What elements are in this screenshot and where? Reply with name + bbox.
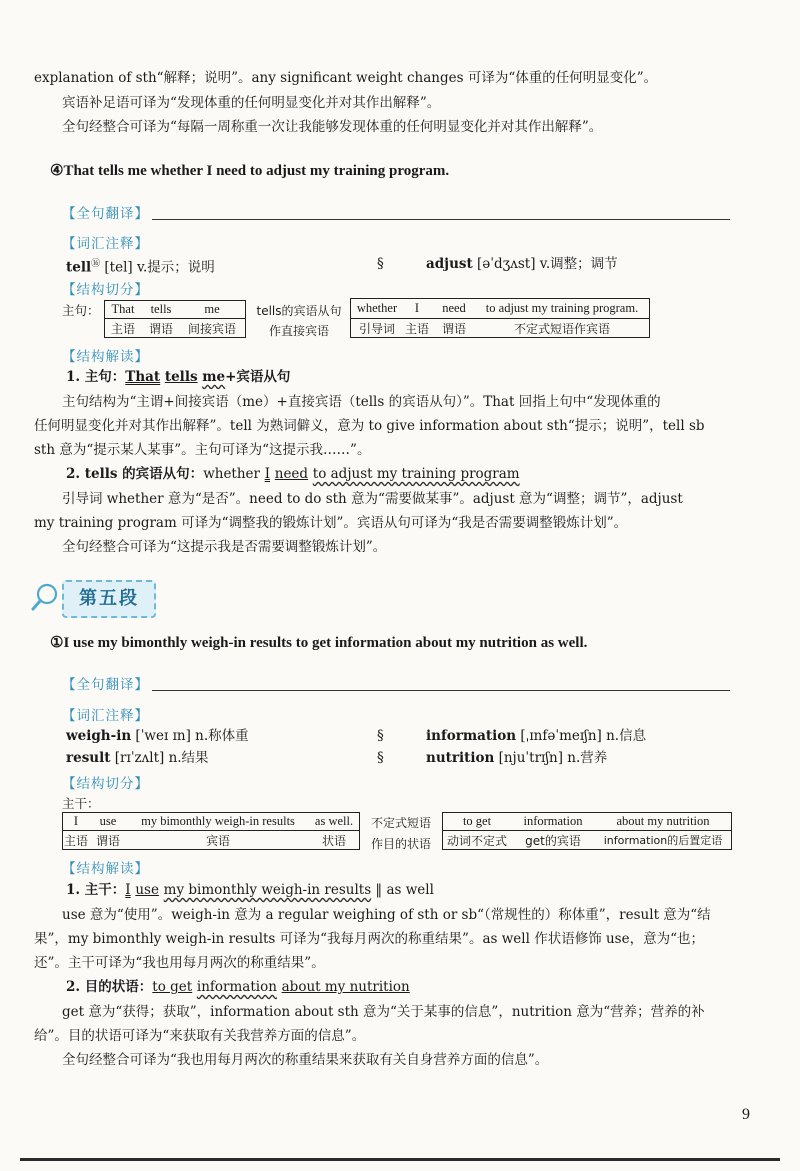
tag-full-translation-4: 【全句翻译】 (62, 206, 149, 222)
middle-label-top-4: tells的宾语从句 (256, 304, 342, 318)
vocab-frequency-badge: ⑯ (91, 259, 101, 269)
subject-that: That (125, 369, 161, 385)
vocab-word-weigh-in: weigh-in (66, 728, 132, 744)
box-row-divider (62, 830, 359, 831)
analysis-2-5-line-2: 给”。目的状语可译为“来获取有关我营养方面的信息”。 (34, 1028, 366, 1044)
tag-split-5: 【结构切分】 (62, 776, 149, 792)
analysis-1-line-3: sth 意为“提示某人某事”。主句可译为“这提示我……”。 (34, 442, 371, 458)
cell-use: use (99, 814, 117, 828)
vocab-result (66, 748, 209, 768)
top-line-3: 全句经整合可译为“每隔一周称重一次让我能够发现体重的任何明显变化并对其作出解释”。 (62, 119, 603, 135)
modifier-about: about my nutrition (281, 979, 410, 995)
top-line-1: explanation of sth“解释；说明”。any significant weight changes 可译为“体重的任何明显变化”。 (34, 70, 658, 86)
cell-me: me (204, 302, 220, 316)
tag-analysis-5: 【结构解读】 (62, 861, 149, 877)
vocab-weigh-in (66, 726, 249, 746)
analysis-heading-1-5 (66, 880, 434, 900)
analysis-heading-1-4 (66, 367, 290, 387)
heading-rest: +宾语从句 (225, 369, 291, 385)
heading-label: 2. tells 的宾语从句： (66, 466, 204, 482)
subject-I: I (264, 466, 271, 482)
cell-I: I (73, 814, 79, 828)
box-row-divider (104, 318, 245, 319)
connector-whether: whether (203, 466, 260, 482)
cell-results: my bimonthly weigh-in results (141, 814, 295, 828)
heading-rest: ‖ as well (371, 882, 434, 898)
cell-use-role: 谓语 (95, 834, 120, 848)
tag-split-4: 【结构切分】 (62, 282, 149, 298)
heading-label: 1. 主句： (66, 369, 126, 385)
vocab-def-tell: [tel] v.提示；说明 (100, 259, 215, 276)
analysis-heading-2-4 (66, 464, 520, 484)
analysis-1-line-2: 任何明显变化并对其作出解释”。tell 为熟词僻义，意为 to give information about sth“提示；说明”，tell sb (34, 418, 705, 434)
heading-label: 2. 目的状语： (66, 979, 153, 995)
cell-results-role: 宾语 (205, 834, 230, 848)
cell-as-well-role: 状语 (321, 834, 346, 848)
vocab-adjust (426, 254, 618, 274)
cell-about-nutrition: about my nutrition (616, 814, 710, 828)
cell-whether-role: 引导词 (358, 322, 395, 336)
analysis-2-5-line-1: get 意为“获得；获取”，information about sth 意为“关于某事的信息”，nutrition 意为“营养；营养的补 (62, 1004, 705, 1020)
box-row-divider (350, 318, 649, 319)
vocab-tell (66, 254, 215, 278)
box-row-divider (442, 830, 731, 831)
vocab-divider: § (377, 256, 384, 272)
cell-tells: tells (150, 302, 172, 316)
vocab-word-adjust: adjust (426, 256, 473, 272)
object-information: information (196, 979, 277, 995)
footer-rule (20, 1158, 780, 1161)
magnifier-icon (30, 582, 60, 616)
analysis-2-line-1: 引导词 whether 意为“是否”。need to do sth 意为“需要做某事”。adjust 意为“调整；调节”，adjust (62, 491, 683, 507)
page-number: 9 (742, 1106, 750, 1123)
cell-information: information (523, 814, 583, 828)
analysis-2-line-3: 全句经整合可译为“这提示我是否需要调整锻炼计划”。 (62, 539, 387, 555)
cell-to-adjust: to adjust my training program. (485, 301, 639, 315)
cell-need: need (442, 301, 466, 315)
vocab-word-result: result (66, 750, 111, 766)
vocab-def-weigh-in: [ˈweɪ ɪn] n.称体重 (131, 728, 249, 744)
vocab-def-nutrition: [njuˈtrɪʃn] n.营养 (494, 750, 608, 766)
vocab-word-tell: tell (66, 259, 92, 276)
analysis-2-5-line-3: 全句经整合可译为“我也用每月两次的称重结果来获取有关自身营养方面的信息”。 (62, 1052, 549, 1068)
cell-that: That (111, 302, 135, 316)
cell-whether: whether (356, 301, 398, 315)
tag-analysis-4: 【结构解读】 (62, 349, 149, 365)
cell-to-get-role: 动词不定式 (446, 834, 507, 848)
cell-I-role: 主语 (404, 322, 429, 336)
subject-I: I (125, 882, 131, 898)
object-results: my bimonthly weigh-in results (163, 882, 372, 898)
cell-to-adjust-role: 不定式短语作宾语 (513, 322, 610, 336)
translation-blank-line-5[interactable] (152, 690, 730, 691)
tag-vocab-4: 【词汇注释】 (62, 236, 149, 252)
vocab-word-information: information (426, 728, 517, 744)
object-me: me (202, 369, 226, 385)
cell-to-get: to get (462, 814, 492, 828)
translation-blank-line-4[interactable] (152, 219, 730, 220)
section-title: 第五段 (62, 580, 156, 618)
split-label-trunk: 主干： (62, 796, 100, 811)
cell-as-well: as well. (314, 814, 354, 828)
vocab-information (426, 726, 646, 746)
vocab-divider: § (377, 728, 384, 744)
heading-label: 1. 主干： (66, 882, 126, 898)
verb-need: need (274, 466, 309, 482)
cell-need-role: 谓语 (441, 322, 466, 336)
split-label-main: 主句： (62, 303, 100, 318)
object-to-adjust: to adjust my training program (312, 466, 520, 482)
cell-me-role: 间接宾语 (187, 322, 236, 336)
vocab-divider: § (377, 750, 384, 766)
cell-I: I (414, 301, 420, 315)
vocab-nutrition (426, 748, 607, 768)
cell-tells-role: 谓语 (148, 322, 173, 336)
sentence-4: ④That tells me whether I need to adjust my training program. (50, 163, 450, 179)
cell-that-role: 主语 (110, 322, 135, 336)
verb-to-get: to get (152, 979, 193, 995)
sentence-5-1: ①I use my bimonthly weigh-in results to get information about my nutrition as well. (50, 635, 588, 651)
middle-label-bottom-5: 作目的状语 (370, 837, 431, 851)
vocab-def-information: [ˌɪnfəˈmeɪʃn] n.信息 (516, 728, 647, 744)
verb-use: use (135, 882, 159, 898)
analysis-heading-2-5 (66, 977, 410, 997)
cell-about-nutrition-role: information的后置定语 (603, 834, 723, 847)
analysis-1-5-line-3: 还”。主干可译为“我也用每月两次的称重结果”。 (34, 955, 325, 971)
analysis-1-5-line-2: 果”，my bimonthly weigh-in results 可译为“我每月两次的称重结果”。as well 作状语修饰 use，意为“也； (34, 931, 704, 947)
cell-information-role: get的宾语 (525, 834, 581, 848)
analysis-1-line-1: 主句结构为“主谓+间接宾语（me）+直接宾语（tells 的宾语从句）”。That 回指上句中“发现体重的 (62, 394, 661, 410)
middle-label-bottom-4: 作直接宾语 (268, 324, 329, 338)
middle-label-top-5: 不定式短语 (370, 816, 431, 830)
vocab-def-result: [rɪˈzʌlt] n.结果 (110, 750, 209, 766)
analysis-2-line-2: my training program 可译为“调整我的锻炼计划”。宾语从句可译为“我是否需要调整锻炼计划”。 (34, 515, 628, 531)
analysis-1-5-line-1: use 意为“使用”。weigh-in 意为 a regular weighing of sth or sb“（常规性的）称体重”，result 意为“结 (62, 907, 711, 923)
tag-vocab-5: 【词汇注释】 (62, 708, 149, 724)
vocab-word-nutrition: nutrition (426, 750, 495, 766)
top-line-2: 宾语补足语可译为“发现体重的任何明显变化并对其作出解释”。 (62, 95, 441, 111)
cell-I-role: 主语 (64, 834, 89, 848)
vocab-def-adjust: [əˈdʒʌst] v.调整；调节 (472, 256, 618, 272)
verb-tells: tells (164, 369, 198, 385)
tag-full-translation-5: 【全句翻译】 (62, 677, 149, 693)
